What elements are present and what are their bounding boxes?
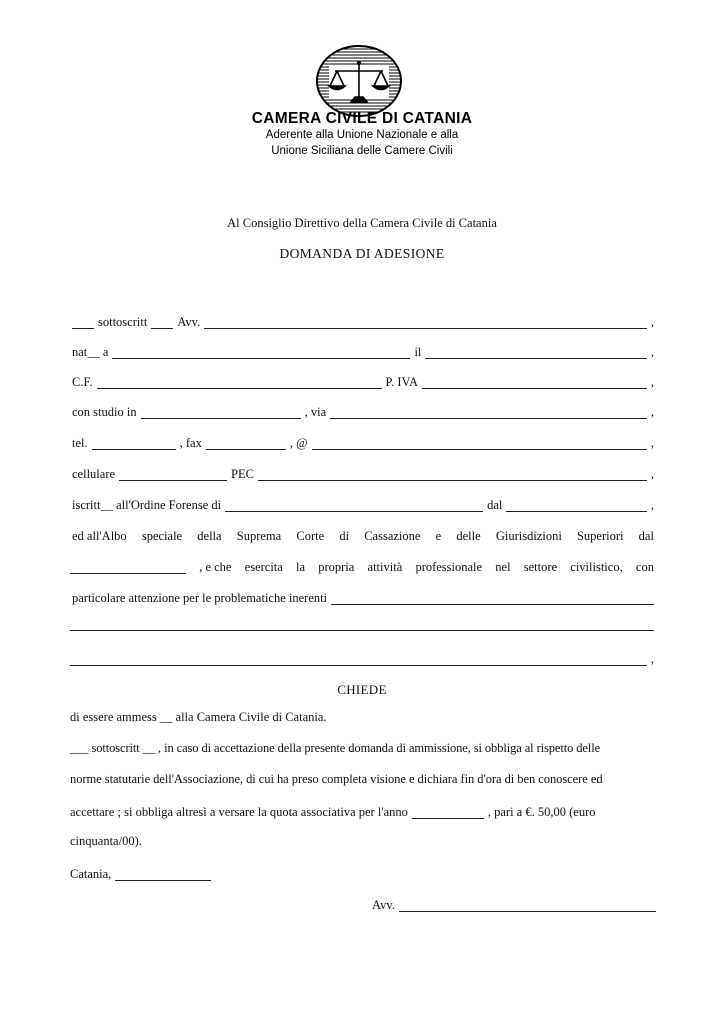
obligation-line2: norme statutarie dell'Associazione, di cui ha preso completa visione e dichiara fin d'ora di ben conoscere ed (70, 772, 603, 786)
comma: , (650, 375, 654, 389)
attivita-word: civilistico, (570, 560, 623, 574)
signature-date-field[interactable] (115, 869, 211, 881)
cassazione-since-field[interactable] (70, 562, 186, 574)
cellulare-label: cellulare (72, 467, 116, 481)
bar-since-field[interactable] (506, 500, 646, 512)
comma: , (650, 315, 654, 329)
problematiche-label: particolare attenzione per le problematiche inerenti (72, 591, 328, 605)
pec-label: PEC (231, 467, 254, 481)
sottoscritt-label: sottoscritt (98, 315, 148, 329)
fee-amount-text: , pari a €. 50,00 (euro (487, 805, 596, 819)
il-label: il (414, 345, 422, 359)
attivita-word: propria (318, 560, 355, 574)
organization-subtitle-line1: Aderente alla Unione Nazionale e alla (265, 129, 459, 141)
albo-word: delle (456, 529, 481, 543)
comma: , (650, 652, 654, 666)
name-line (70, 313, 656, 329)
interests-line3 (70, 650, 656, 666)
attivita-word: nel (495, 560, 511, 574)
place-date-line (70, 865, 230, 881)
mobile-field[interactable] (119, 469, 227, 481)
albo-word: e (435, 529, 442, 543)
telephone-field[interactable] (92, 438, 176, 450)
attivita-line (70, 558, 656, 574)
comma: , (650, 467, 654, 481)
tel-label: tel. (72, 436, 88, 450)
email-at-label: , @ (289, 436, 308, 450)
dal-label: dal (487, 498, 503, 512)
contact-line (70, 434, 656, 450)
fee-text: accettare ; si obbliga altresì a versare la quota associativa per l'anno (70, 805, 408, 819)
albo-word: dal (638, 529, 654, 543)
albo-word: di (339, 529, 350, 543)
organization-name: CAMERA CIVILE DI CATANIA (251, 110, 473, 127)
albo-word: Suprema (236, 529, 282, 543)
admission-request: di essere ammess __ alla Camera Civile di Catania. (70, 710, 327, 724)
fee-year-field[interactable] (412, 807, 484, 819)
problematiche-line (70, 589, 656, 605)
full-name-field[interactable] (204, 317, 647, 329)
iscritt-label: iscritt__ all'Ordine Forense di (72, 498, 222, 512)
pec-field[interactable] (258, 469, 647, 481)
comma: , (650, 498, 654, 512)
signature-line (370, 896, 658, 912)
attivita-word: settore (523, 560, 558, 574)
avv-label: Avv. (177, 315, 201, 329)
attivita-word: con (635, 560, 654, 574)
email-field[interactable] (312, 438, 647, 450)
attivita-word: professionale (415, 560, 483, 574)
interests-field-line2[interactable] (70, 630, 654, 631)
studio-in-label: con studio in (72, 405, 137, 419)
albo-word: Giurisdizioni (495, 529, 562, 543)
birth-line (70, 343, 656, 359)
codice-fiscale-field[interactable] (97, 377, 382, 389)
bar-registration-line (70, 496, 656, 512)
albo-word: ed all'Albo (72, 529, 127, 543)
fee-amount-words: cinquanta/00). (70, 834, 142, 848)
studio-line (70, 403, 656, 419)
albo-word: speciale (141, 529, 183, 543)
obligation-line1: ___ sottoscritt __ , in caso di accettazione della presente domanda di ammissione, si obbliga al rispetto delle (70, 741, 601, 755)
studio-city-field[interactable] (141, 407, 301, 419)
piva-label: P. IVA (385, 375, 418, 389)
nat-a-label: nat__ a (72, 345, 109, 359)
gender-blank-2[interactable] (151, 317, 173, 329)
attivita-word: , e che (199, 560, 232, 574)
attivita-word: attività (367, 560, 403, 574)
fax-field[interactable] (206, 438, 286, 450)
attivita-word: la (296, 560, 306, 574)
via-label: , via (304, 405, 327, 419)
interests-field-line3[interactable] (70, 654, 647, 666)
comma: , (650, 436, 654, 450)
albo-word: Corte (296, 529, 325, 543)
albo-word: della (197, 529, 222, 543)
comma: , (650, 345, 654, 359)
mobile-pec-line (70, 465, 656, 481)
comma: , (650, 405, 654, 419)
gender-blank[interactable] (72, 317, 94, 329)
form-title: DOMANDA DI ADESIONE (279, 246, 445, 261)
street-field[interactable] (330, 407, 647, 419)
partita-iva-field[interactable] (422, 377, 647, 389)
cf-label: C.F. (72, 375, 93, 389)
birthplace-field[interactable] (112, 347, 410, 359)
fax-label: , fax (179, 436, 202, 450)
avv-signature-label: Avv. (372, 898, 395, 912)
albo-line (70, 527, 656, 543)
albo-word: Superiori (576, 529, 624, 543)
attivita-word: esercita (244, 560, 283, 574)
fee-line (70, 803, 656, 819)
scales-of-justice-logo (315, 45, 403, 117)
addressee: Al Consiglio Direttivo della Camera Civile di Catania (227, 216, 497, 230)
albo-word: Cassazione (364, 529, 421, 543)
organization-subtitle-line2: Unione Siciliana delle Camere Civili (271, 145, 453, 157)
interests-field[interactable] (331, 593, 654, 605)
tax-line (70, 373, 656, 389)
catania-label: Catania, (70, 867, 112, 881)
birthdate-field[interactable] (425, 347, 646, 359)
signature-field[interactable] (399, 900, 656, 912)
chiede-heading: CHIEDE (337, 682, 387, 697)
bar-city-field[interactable] (225, 500, 483, 512)
